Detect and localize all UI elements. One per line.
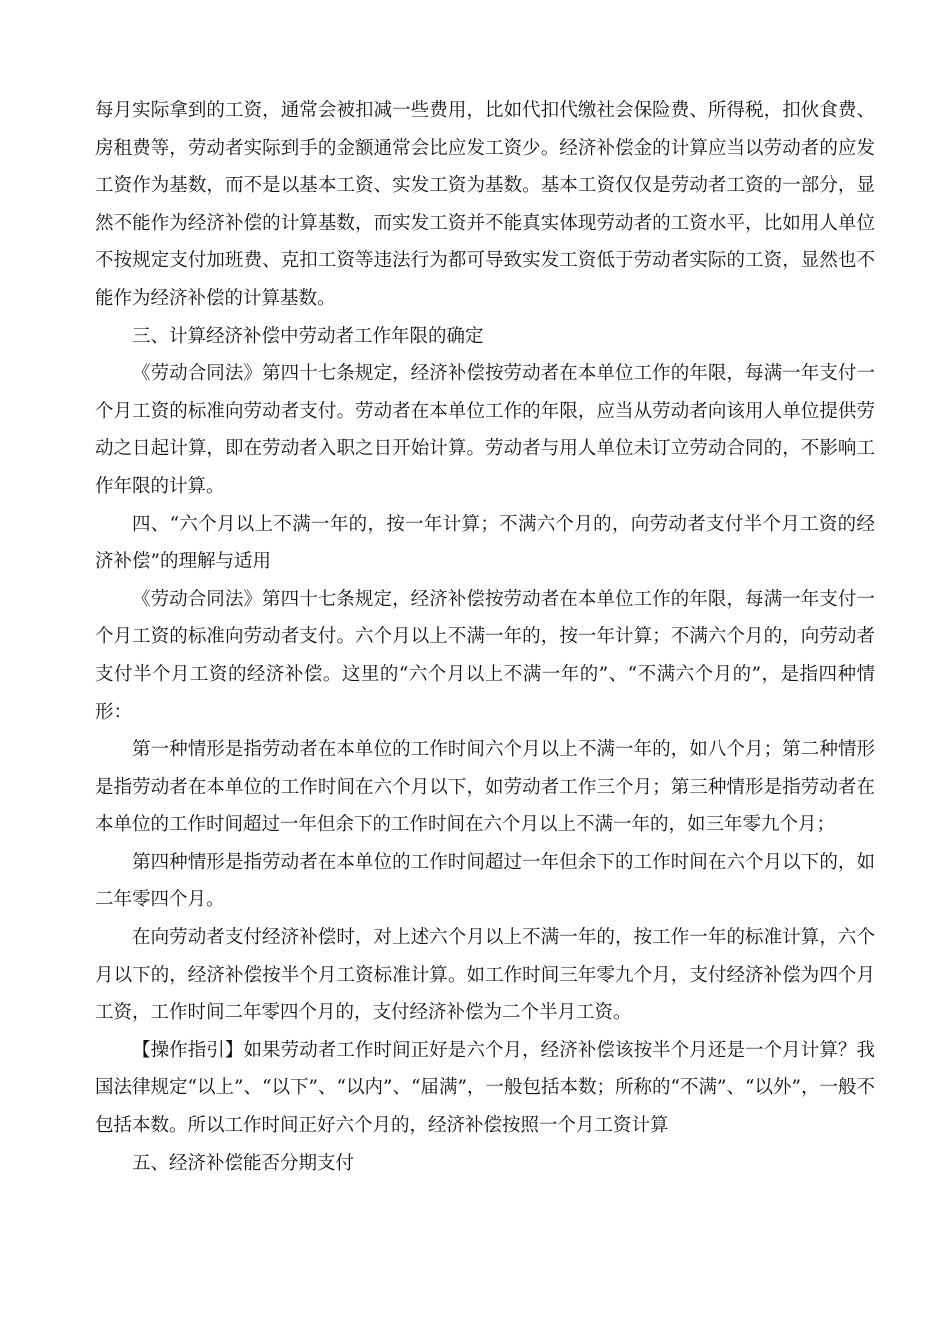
body-paragraph: 在向劳动者支付经济补偿时，对上述六个月以上不满一年的，按工作一年的标准计算，六个月以下的，经济补偿按半个月工资标准计算。如工作时间三年零九个月，支付经济补偿为四个月工资，工作时间二年零四个月的，支付经济补偿为二个半月工资。 — [95, 927, 875, 1024]
section-heading-3: 三、计算经济补偿中劳动者工作年限的确定 — [132, 325, 484, 347]
operation-guide-paragraph: 【操作指引】如果劳动者工作时间正好是六个月，经济补偿该按半个月还是一个月计算？我国法律规定“以上”、“以下”、“以内”、“届满”，一般包括本数；所称的“不满”、“以外”，一般不包括本数。所以工作时间正好六个月的，经济补偿按照一个月工资计算 — [95, 1039, 875, 1137]
body-paragraph: 每月实际拿到的工资，通常会被扣减一些费用，比如代扣代缴社会保险费、所得税，扣伙食费、房租费等，劳动者实际到手的金额通常会比应发工资少。经济补偿金的计算应当以劳动者的应发工资作为基数，而不是以基本工资、实发工资为基数。基本工资仅仅是劳动者工资的一部分，显然不能作为经济补偿的计算基数，而实发工资并不能真实体现劳动者的工资水平，比如用人单位不按规定支付加班费、克扣工资等违法行为都可导致实发工资低于劳动者实际的工资，显然也不能作为经济补偿的计算基数。 — [95, 100, 875, 309]
section-heading-4: 四、“六个月以上不满一年的，按一年计算；不满六个月的，向劳动者支付半个月工资的经济补偿”的理解与适用 — [95, 513, 875, 573]
body-paragraph: 第一种情形是指劳动者在本单位的工作时间六个月以上不满一年的，如八个月；第二种情形是指劳动者在本单位的工作时间在六个月以下，如劳动者工作三个月；第三种情形是指劳动者在本单位的工作时间超过一年但余下的工作时间在六个月以上不满一年的，如三年零九个月； — [95, 739, 875, 836]
body-paragraph: 第四种情形是指劳动者在本单位的工作时间超过一年但余下的工作时间在六个月以下的，如二年零四个月。 — [95, 851, 875, 911]
document-body — [95, 92, 875, 1182]
body-paragraph: 《劳动合同法》第四十七条规定，经济补偿按劳动者在本单位工作的年限，每满一年支付一个月工资的标准向劳动者支付。劳动者在本单位工作的年限，应当从劳动者向该用人单位提供劳动之日起计算，即在劳动者入职之日开始计算。劳动者与用人单位未订立劳动合同的，不影响工作年限的计算。 — [95, 363, 875, 497]
body-paragraph: 《劳动合同法》第四十七条规定，经济补偿按劳动者在本单位工作的年限，每满一年支付一个月工资的标准向劳动者支付。六个月以上不满一年的，按一年计算；不满六个月的，向劳动者支付半个月工资的经济补偿。这里的“六个月以上不满一年的”、“不满六个月的”，是指四种情形： — [95, 588, 875, 723]
section-heading-5: 五、经济补偿能否分期支付 — [132, 1152, 355, 1174]
